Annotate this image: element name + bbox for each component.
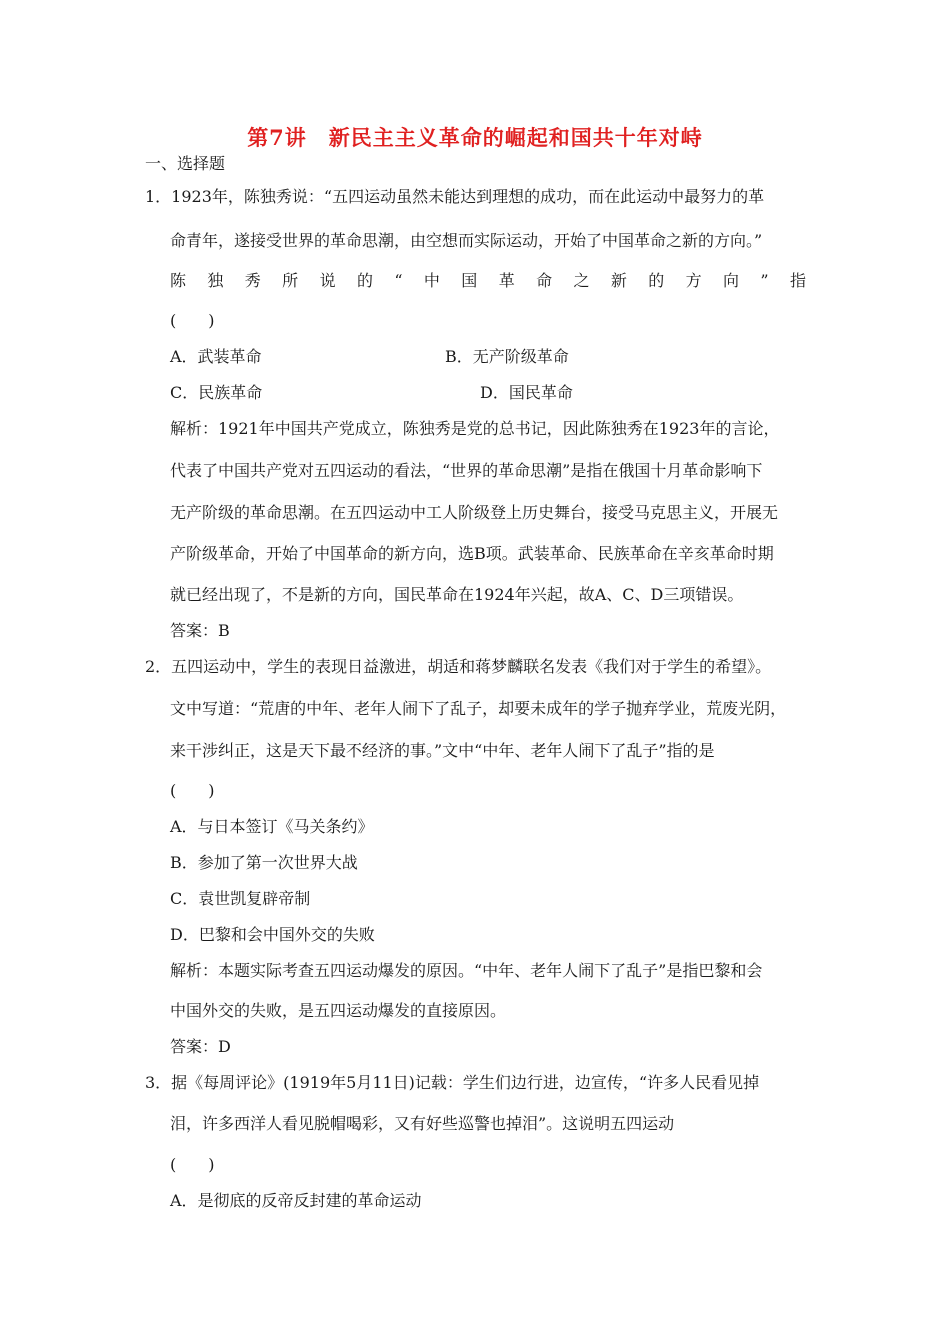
q1-stem-line-3-char: 说 xyxy=(319,271,336,290)
q1-stem-line-3 xyxy=(170,270,806,292)
q1-stem-line-3-char: 中 xyxy=(423,271,440,290)
q3-stem-line-2: 泪，许多西洋人看见脱帽喝彩，又有好些巡警也掉泪”。这说明五四运动 xyxy=(170,1114,675,1133)
q1-stem-line-3-char: 的 xyxy=(356,271,373,290)
q1-analysis-line-2: 代表了中国共产党对五四运动的看法，“世界的革命思潮”是指在俄国十月革命影响下 xyxy=(170,461,763,480)
q1-answer: 答案：B xyxy=(170,621,230,640)
q1-option-d: D．国民革命 xyxy=(480,383,573,402)
q2-option-c: C．袁世凯复辟帝制 xyxy=(170,889,311,908)
q2-answer-paren: ( ) xyxy=(170,781,215,800)
q2-stem-line-2: 文中写道：“荒唐的中年、老年人闹下了乱子，却要未成年的学子抛弃学业，荒废光阴， xyxy=(170,699,787,718)
q1-stem-line-3-char: 命 xyxy=(536,271,553,290)
q1-stem-line-3-char: 国 xyxy=(461,271,478,290)
q2-stem-line-3: 来干涉纠正，这是天下最不经济的事。”文中“中年、老年人闹下了乱子”指的是 xyxy=(170,741,715,760)
q2-option-b: B．参加了第一次世界大战 xyxy=(170,853,358,872)
q3-option-a: A．是彻底的反帝反封建的革命运动 xyxy=(170,1191,422,1210)
q2-option-d: D．巴黎和会中国外交的失败 xyxy=(170,925,375,944)
q1-stem-line-3-char: 指 xyxy=(789,271,806,290)
q1-analysis-line-1: 解析：1921年中国共产党成立，陈独秀是党的总书记，因此陈独秀在1923年的言论， xyxy=(170,419,780,438)
q1-analysis-line-4: 产阶级革命，开始了中国革命的新方向，选B项。武装革命、民族革命在辛亥革命时期 xyxy=(170,544,774,563)
q1-option-a: A．武装革命 xyxy=(170,347,262,366)
q1-stem-line-3-char: 新 xyxy=(610,271,627,290)
q1-stem-line-3-char: 之 xyxy=(573,271,590,290)
section-heading: 一、选择题 xyxy=(145,154,226,173)
q2-answer: 答案：D xyxy=(170,1037,231,1056)
q1-stem-line-3-char: 革 xyxy=(498,271,515,290)
q2-analysis-line-1: 解析：本题实际考查五四运动爆发的原因。“中年、老年人闹下了乱子”是指巴黎和会 xyxy=(170,961,763,980)
q1-stem-line-1: 1．1923年，陈独秀说：“五四运动虽然未能达到理想的成功，而在此运动中最努力的革 xyxy=(145,187,765,206)
page-title: 第7讲 新民主主义革命的崛起和国共十年对峙 xyxy=(247,125,703,150)
q1-analysis-line-3: 无产阶级的革命思潮。在五四运动中工人阶级登上历史舞台，接受马克思主义，开展无 xyxy=(170,503,779,522)
q1-option-b: B．无产阶级革命 xyxy=(445,347,569,366)
q1-stem-line-3-char: 秀 xyxy=(244,271,261,290)
q1-stem-line-3-char: 陈 xyxy=(170,271,187,290)
q1-stem-line-3-char: 所 xyxy=(282,271,299,290)
q3-stem-line-1: 3．据《每周评论》(1919年5月11日)记载：学生们边行进，边宣传，“许多人民看见掉 xyxy=(145,1073,760,1092)
q1-stem-line-2: 命青年，遂接受世界的革命思潮，由空想而实际运动，开始了中国革命之新的方向。” xyxy=(170,231,763,250)
q1-stem-line-3-char: 独 xyxy=(207,271,224,290)
q1-stem-line-3-char: “ xyxy=(394,271,403,290)
q1-stem-line-3-char: 方 xyxy=(685,271,702,290)
q2-stem-line-1: 2．五四运动中，学生的表现日益激进，胡适和蒋梦麟联名发表《我们对于学生的希望》。 xyxy=(145,657,772,676)
q1-analysis-line-5: 就已经出现了，不是新的方向，国民革命在1924年兴起，故A、C、D三项错误。 xyxy=(170,585,744,604)
q1-stem-line-3-char: ” xyxy=(760,271,769,290)
q1-stem-line-3-char: 向 xyxy=(723,271,740,290)
q3-answer-paren: ( ) xyxy=(170,1155,215,1174)
q2-analysis-line-2: 中国外交的失败，是五四运动爆发的直接原因。 xyxy=(170,1001,507,1020)
q1-answer-paren: ( ) xyxy=(170,311,215,330)
q1-option-c: C．民族革命 xyxy=(170,383,263,402)
q1-stem-line-3-char: 的 xyxy=(648,271,665,290)
q2-option-a: A．与日本签订《马关条约》 xyxy=(170,817,374,836)
